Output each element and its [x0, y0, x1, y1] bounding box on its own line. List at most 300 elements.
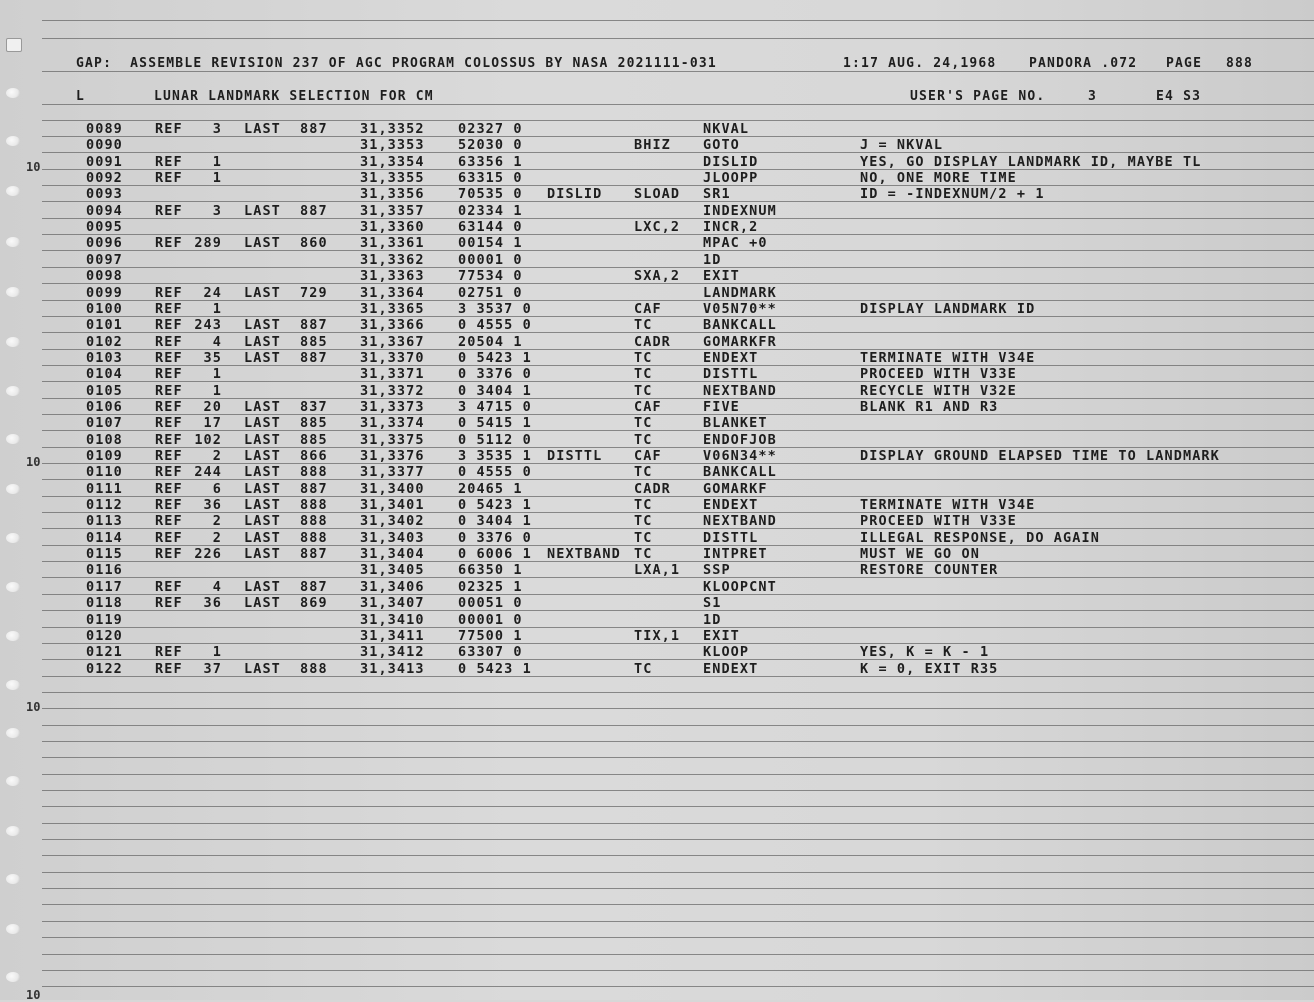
- ref-count: 1: [212, 170, 222, 187]
- line-number: 0111: [86, 480, 123, 497]
- last-keyword: LAST: [244, 497, 281, 514]
- listing-row: [0, 399, 1314, 415]
- listing-row: [0, 628, 1314, 644]
- comment: TERMINATE WITH V34E: [860, 497, 1036, 514]
- ruled-line: [42, 954, 1314, 955]
- ruled-line: [42, 692, 1314, 693]
- listing-row: [0, 562, 1314, 578]
- operand: BLANKET: [703, 415, 768, 432]
- ref-count: 1: [212, 153, 222, 170]
- octal-code: 20504 1: [458, 333, 523, 350]
- listing-row: [0, 285, 1314, 301]
- octal-code: 3 3537 0: [458, 300, 532, 317]
- operand: GOTO: [703, 137, 740, 154]
- operand: JLOOPP: [703, 170, 759, 187]
- memory-address: 31,3360: [360, 219, 425, 236]
- ref-keyword: REF: [155, 644, 183, 661]
- machine-name: PANDORA .072: [1029, 56, 1138, 71]
- line-number: 0122: [86, 660, 123, 677]
- comment: TERMINATE WITH V34E: [860, 349, 1036, 366]
- ref-count: 6: [212, 480, 222, 497]
- ref-count: 17: [203, 415, 222, 432]
- octal-code: 77534 0: [458, 268, 523, 285]
- ref-count: 2: [212, 513, 222, 530]
- feed-hole: [6, 728, 20, 738]
- listing-row: [0, 203, 1314, 219]
- octal-code: 0 3404 1: [458, 513, 532, 530]
- feed-hole: [6, 826, 20, 836]
- line-number: 0100: [86, 300, 123, 317]
- listing-row: [0, 334, 1314, 350]
- listing-row: [0, 661, 1314, 677]
- listing-row: [0, 415, 1314, 431]
- line-number: 0094: [86, 202, 123, 219]
- line-number: 0103: [86, 349, 123, 366]
- octal-code: 63356 1: [458, 153, 523, 170]
- operand: ENDOFJOB: [703, 431, 777, 448]
- feed-hole: [6, 38, 22, 52]
- ref-keyword: REF: [155, 513, 183, 530]
- last-keyword: LAST: [244, 660, 281, 677]
- operand: V05N70**: [703, 300, 777, 317]
- octal-code: 63144 0: [458, 219, 523, 236]
- listing-row: [0, 464, 1314, 480]
- memory-address: 31,3377: [360, 464, 425, 481]
- memory-address: 31,3410: [360, 611, 425, 628]
- line-number: 0096: [86, 235, 123, 252]
- listing-row: [0, 268, 1314, 284]
- memory-address: 31,3403: [360, 529, 425, 546]
- ruled-line: [42, 708, 1314, 709]
- feed-hole: [6, 972, 20, 982]
- listing-row: [0, 497, 1314, 513]
- listing-row: [0, 317, 1314, 333]
- listing-row: [0, 530, 1314, 546]
- last-keyword: LAST: [244, 284, 281, 301]
- comment: YES, K = K - 1: [860, 644, 990, 661]
- feed-hole: [6, 680, 20, 690]
- opcode: LXA,1: [634, 562, 681, 579]
- comment: PROCEED WITH V33E: [860, 513, 1017, 530]
- memory-address: 31,3362: [360, 251, 425, 268]
- operand: ENDEXT: [703, 497, 759, 514]
- last-page: 887: [300, 480, 328, 497]
- listing-type-flag: L: [76, 89, 86, 104]
- octal-code: 63315 0: [458, 170, 523, 187]
- ref-count: 244: [194, 464, 222, 481]
- user-page-label: USER'S PAGE NO.: [910, 89, 1046, 104]
- ruled-line: [42, 986, 1314, 987]
- comment: BLANK R1 AND R3: [860, 398, 999, 415]
- last-page: 860: [300, 235, 328, 252]
- ref-count: 3: [212, 202, 222, 219]
- last-keyword: LAST: [244, 595, 281, 612]
- listing-row: [0, 546, 1314, 562]
- comment: ID = -INDEXNUM/2 + 1: [860, 186, 1045, 203]
- comment: J = NKVAL: [860, 137, 944, 154]
- section-code: E4 S3: [1156, 89, 1202, 104]
- last-page: 729: [300, 284, 328, 301]
- ruled-line: [42, 20, 1314, 21]
- operand: SR1: [703, 186, 731, 203]
- line-number: 0098: [86, 268, 123, 285]
- listing-row: [0, 481, 1314, 497]
- ref-count: 289: [194, 235, 222, 252]
- operand: NEXTBAND: [703, 382, 777, 399]
- last-page: 888: [300, 497, 328, 514]
- ref-count: 36: [203, 497, 222, 514]
- listing-row: [0, 644, 1314, 660]
- opcode: TC: [634, 513, 653, 530]
- ref-count: 1: [212, 644, 222, 661]
- ref-count: 20: [203, 398, 222, 415]
- last-page: 887: [300, 578, 328, 595]
- ref-keyword: REF: [155, 317, 183, 334]
- opcode: SXA,2: [634, 268, 681, 285]
- listing-row: [0, 513, 1314, 529]
- ref-keyword: REF: [155, 578, 183, 595]
- ref-keyword: REF: [155, 170, 183, 187]
- line-number: 0102: [86, 333, 123, 350]
- line-number: 0091: [86, 153, 123, 170]
- opcode: CAF: [634, 300, 662, 317]
- ref-keyword: REF: [155, 284, 183, 301]
- ref-keyword: REF: [155, 415, 183, 432]
- memory-address: 31,3400: [360, 480, 425, 497]
- listing-row: [0, 579, 1314, 595]
- last-keyword: LAST: [244, 333, 281, 350]
- margin-mark: 10: [26, 160, 41, 174]
- ref-count: 1: [212, 366, 222, 383]
- opcode: TC: [634, 382, 653, 399]
- memory-address: 31,3372: [360, 382, 425, 399]
- memory-address: 31,3364: [360, 284, 425, 301]
- opcode: CADR: [634, 333, 671, 350]
- line-number: 0108: [86, 431, 123, 448]
- operand: GOMARKF: [703, 480, 768, 497]
- operand: INCR,2: [703, 219, 759, 236]
- opcode: SLOAD: [634, 186, 681, 203]
- opcode: TIX,1: [634, 627, 681, 644]
- line-number: 0089: [86, 121, 123, 137]
- opcode: TC: [634, 415, 653, 432]
- operand: NEXTBAND: [703, 513, 777, 530]
- opcode: CADR: [634, 480, 671, 497]
- ref-keyword: REF: [155, 300, 183, 317]
- listing-row: [0, 448, 1314, 464]
- octal-code: 0 3404 1: [458, 382, 532, 399]
- octal-code: 0 5423 1: [458, 660, 532, 677]
- octal-code: 0 3376 0: [458, 366, 532, 383]
- print-date-time: 1:17 AUG. 24,1968: [843, 56, 997, 71]
- operand: 1D: [703, 611, 722, 628]
- section-title: LUNAR LANDMARK SELECTION FOR CM: [154, 89, 434, 104]
- last-keyword: LAST: [244, 431, 281, 448]
- comment: RESTORE COUNTER: [860, 562, 999, 579]
- margin-mark: 10: [26, 988, 41, 1002]
- operand: S1: [703, 595, 722, 612]
- octal-code: 02751 0: [458, 284, 523, 301]
- ref-keyword: REF: [155, 660, 183, 677]
- ruled-line: [42, 855, 1314, 856]
- opcode: TC: [634, 497, 653, 514]
- ref-count: 4: [212, 578, 222, 595]
- last-keyword: LAST: [244, 448, 281, 464]
- opcode: TC: [634, 529, 653, 546]
- ref-keyword: REF: [155, 121, 183, 137]
- octal-code: 70535 0: [458, 186, 523, 203]
- opcode: TC: [634, 546, 653, 563]
- operand: INTPRET: [703, 546, 768, 563]
- operand: LANDMARK: [703, 284, 777, 301]
- last-page: 885: [300, 431, 328, 448]
- ruled-line: [42, 38, 1314, 39]
- memory-address: 31,3411: [360, 627, 425, 644]
- line-number: 0116: [86, 562, 123, 579]
- comment: ILLEGAL RESPONSE, DO AGAIN: [860, 529, 1100, 546]
- operand: ENDEXT: [703, 660, 759, 677]
- line-number: 0110: [86, 464, 123, 481]
- ruled-line: [42, 823, 1314, 824]
- ref-count: 3: [212, 121, 222, 137]
- memory-address: 31,3407: [360, 595, 425, 612]
- octal-code: 0 4555 0: [458, 464, 532, 481]
- ref-keyword: REF: [155, 448, 183, 464]
- operand: FIVE: [703, 398, 740, 415]
- last-page: 866: [300, 448, 328, 464]
- memory-address: 31,3374: [360, 415, 425, 432]
- comment: MUST WE GO ON: [860, 546, 980, 563]
- opcode: TC: [634, 431, 653, 448]
- last-page: 888: [300, 513, 328, 530]
- operand: KLOOPCNT: [703, 578, 777, 595]
- ref-count: 1: [212, 300, 222, 317]
- listing-row: [0, 366, 1314, 382]
- opcode: CAF: [634, 398, 662, 415]
- comment: YES, GO DISPLAY LANDMARK ID, MAYBE TL: [860, 153, 1202, 170]
- ref-keyword: REF: [155, 333, 183, 350]
- ref-keyword: REF: [155, 431, 183, 448]
- ref-count: 1: [212, 382, 222, 399]
- last-keyword: LAST: [244, 235, 281, 252]
- comment: RECYCLE WITH V32E: [860, 382, 1017, 399]
- ref-keyword: REF: [155, 366, 183, 383]
- ref-keyword: REF: [155, 398, 183, 415]
- last-keyword: LAST: [244, 121, 281, 137]
- page-number: 888: [1226, 56, 1254, 71]
- memory-address: 31,3352: [360, 121, 425, 137]
- ref-keyword: REF: [155, 349, 183, 366]
- memory-address: 31,3365: [360, 300, 425, 317]
- operand: DISTTL: [703, 529, 759, 546]
- octal-code: 20465 1: [458, 480, 523, 497]
- memory-address: 31,3401: [360, 497, 425, 514]
- operand: EXIT: [703, 268, 740, 285]
- last-page: 888: [300, 660, 328, 677]
- user-page-number: 3: [1088, 89, 1098, 104]
- octal-code: 0 4555 0: [458, 317, 532, 334]
- memory-address: 31,3357: [360, 202, 425, 219]
- operand: DISTTL: [703, 366, 759, 383]
- octal-code: 0 3376 0: [458, 529, 532, 546]
- octal-code: 00154 1: [458, 235, 523, 252]
- line-number: 0107: [86, 415, 123, 432]
- octal-code: 0 5423 1: [458, 497, 532, 514]
- operand: SSP: [703, 562, 731, 579]
- ruled-line: [42, 904, 1314, 905]
- listing-row: [0, 383, 1314, 399]
- memory-address: 31,3353: [360, 137, 425, 154]
- line-number: 0114: [86, 529, 123, 546]
- last-page: 869: [300, 595, 328, 612]
- ruled-line: [42, 741, 1314, 742]
- memory-address: 31,3354: [360, 153, 425, 170]
- opcode: TC: [634, 660, 653, 677]
- comment: NO, ONE MORE TIME: [860, 170, 1017, 187]
- line-number: 0095: [86, 219, 123, 236]
- ref-count: 243: [194, 317, 222, 334]
- operand: GOMARKFR: [703, 333, 777, 350]
- opcode: TC: [634, 317, 653, 334]
- octal-code: 63307 0: [458, 644, 523, 661]
- margin-mark: 10: [26, 455, 41, 469]
- ruled-line: [42, 888, 1314, 889]
- line-number: 0090: [86, 137, 123, 154]
- memory-address: 31,3406: [360, 578, 425, 595]
- last-keyword: LAST: [244, 578, 281, 595]
- ruled-line: [42, 806, 1314, 807]
- page-label: PAGE: [1166, 56, 1203, 71]
- memory-address: 31,3402: [360, 513, 425, 530]
- ruled-line: [42, 774, 1314, 775]
- operand: INDEXNUM: [703, 202, 777, 219]
- label: DISTTL: [547, 448, 603, 464]
- last-page: 887: [300, 121, 328, 137]
- last-keyword: LAST: [244, 480, 281, 497]
- ref-count: 37: [203, 660, 222, 677]
- line-number: 0093: [86, 186, 123, 203]
- listing-row: [0, 219, 1314, 235]
- last-keyword: LAST: [244, 202, 281, 219]
- ref-keyword: REF: [155, 497, 183, 514]
- line-number: 0117: [86, 578, 123, 595]
- line-number: 0115: [86, 546, 123, 563]
- line-number: 0101: [86, 317, 123, 334]
- ref-count: 4: [212, 333, 222, 350]
- listing-row: [0, 350, 1314, 366]
- line-number: 0121: [86, 644, 123, 661]
- ref-count: 2: [212, 529, 222, 546]
- ruled-line: [42, 970, 1314, 971]
- ref-count: 24: [203, 284, 222, 301]
- memory-address: 31,3412: [360, 644, 425, 661]
- memory-address: 31,3371: [360, 366, 425, 383]
- feed-hole: [6, 874, 20, 884]
- operand: ENDEXT: [703, 349, 759, 366]
- operand: 1D: [703, 251, 722, 268]
- octal-code: 0 5415 1: [458, 415, 532, 432]
- listing-row: [0, 154, 1314, 170]
- ruled-line: [42, 921, 1314, 922]
- opcode: BHIZ: [634, 137, 671, 154]
- octal-code: 0 5423 1: [458, 349, 532, 366]
- ref-keyword: REF: [155, 153, 183, 170]
- comment: DISPLAY LANDMARK ID: [860, 300, 1036, 317]
- last-keyword: LAST: [244, 415, 281, 432]
- listing-row: [0, 170, 1314, 186]
- line-number: 0118: [86, 595, 123, 612]
- ruled-line: [42, 71, 1314, 72]
- last-keyword: LAST: [244, 398, 281, 415]
- ref-count: 2: [212, 448, 222, 464]
- comment: PROCEED WITH V33E: [860, 366, 1017, 383]
- listing-row: [0, 121, 1314, 137]
- memory-address: 31,3413: [360, 660, 425, 677]
- label: NEXTBAND: [547, 546, 621, 563]
- operand: BANKCALL: [703, 464, 777, 481]
- last-keyword: LAST: [244, 513, 281, 530]
- feed-hole: [6, 924, 20, 934]
- last-keyword: LAST: [244, 546, 281, 563]
- octal-code: 0 5112 0: [458, 431, 532, 448]
- label: DISLID: [547, 186, 603, 203]
- ruled-line: [42, 757, 1314, 758]
- memory-address: 31,3404: [360, 546, 425, 563]
- feed-hole: [6, 88, 20, 98]
- memory-address: 31,3361: [360, 235, 425, 252]
- octal-code: 3 3535 1: [458, 448, 532, 464]
- operand: NKVAL: [703, 121, 750, 137]
- ref-keyword: REF: [155, 595, 183, 612]
- operand: MPAC +0: [703, 235, 768, 252]
- listing-row: [0, 137, 1314, 153]
- line-number: 0120: [86, 627, 123, 644]
- ref-keyword: REF: [155, 464, 183, 481]
- last-page: 888: [300, 529, 328, 546]
- ref-keyword: REF: [155, 202, 183, 219]
- listing-row: [0, 235, 1314, 251]
- last-page: 885: [300, 415, 328, 432]
- line-number: 0112: [86, 497, 123, 514]
- last-page: 887: [300, 546, 328, 563]
- ref-count: 36: [203, 595, 222, 612]
- comment: DISPLAY GROUND ELAPSED TIME TO LANDMARK: [860, 448, 1220, 464]
- opcode: CAF: [634, 448, 662, 464]
- listing-row: [0, 432, 1314, 448]
- line-number: 0092: [86, 170, 123, 187]
- comment: K = 0, EXIT R35: [860, 660, 999, 677]
- octal-code: 77500 1: [458, 627, 523, 644]
- ruled-line: [42, 937, 1314, 938]
- memory-address: 31,3363: [360, 268, 425, 285]
- ruled-line: [42, 725, 1314, 726]
- memory-address: 31,3367: [360, 333, 425, 350]
- octal-code: 3 4715 0: [458, 398, 532, 415]
- octal-code: 52030 0: [458, 137, 523, 154]
- listing-row: [0, 301, 1314, 317]
- memory-address: 31,3373: [360, 398, 425, 415]
- opcode: TC: [634, 464, 653, 481]
- opcode: TC: [634, 349, 653, 366]
- ref-count: 35: [203, 349, 222, 366]
- last-page: 887: [300, 317, 328, 334]
- listing-row: [0, 252, 1314, 268]
- opcode: LXC,2: [634, 219, 681, 236]
- opcode: TC: [634, 366, 653, 383]
- listing-row: [0, 186, 1314, 202]
- ref-count: 102: [194, 431, 222, 448]
- ruled-line: [42, 790, 1314, 791]
